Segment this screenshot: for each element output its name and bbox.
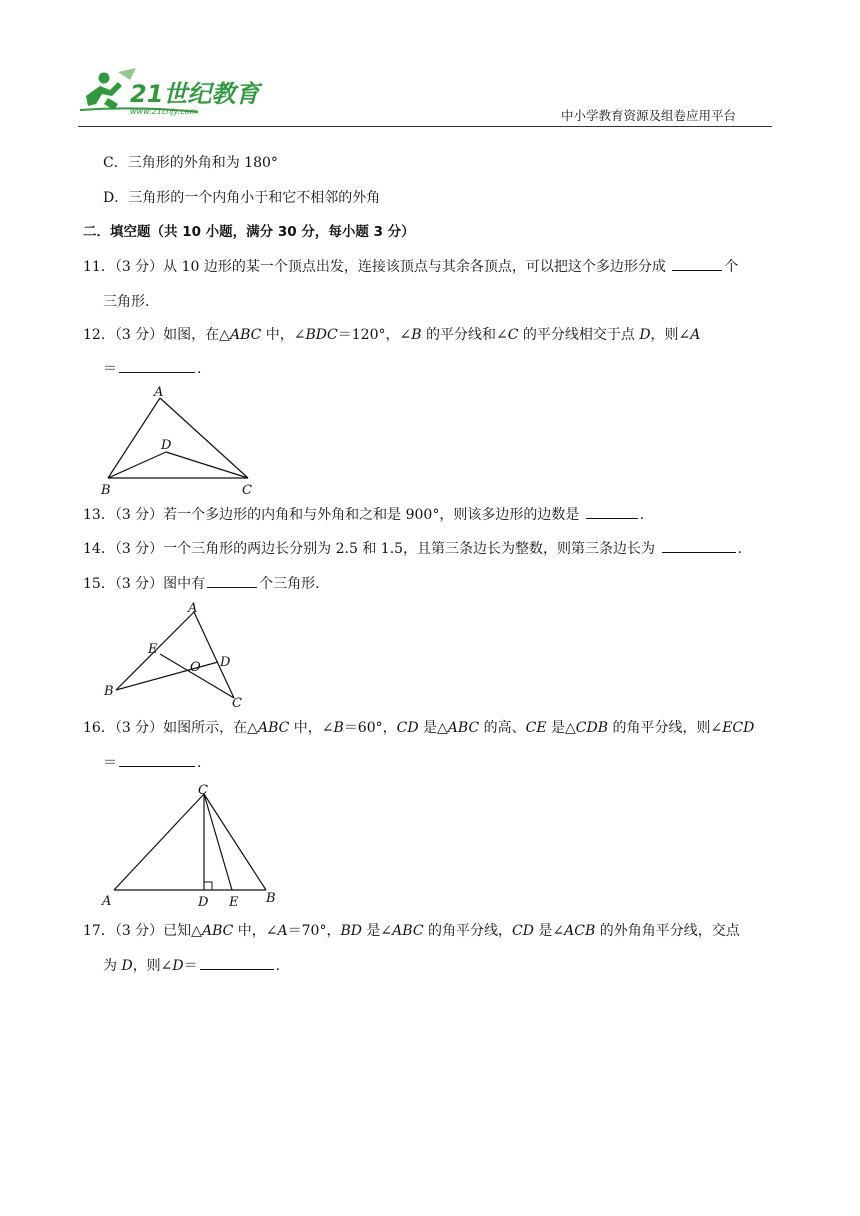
option-c: C．三角形的外角和为 180°	[103, 155, 278, 171]
q16-part: 是△	[418, 720, 448, 736]
q15-end: 个三角形.	[259, 576, 320, 592]
logo-wordmark: 21世纪教育	[130, 80, 260, 108]
q16-var: ABC	[447, 720, 480, 736]
q12-part: ＝120°，∠	[337, 327, 412, 343]
fig12-label-b: B	[101, 483, 111, 498]
q12-var: D	[639, 327, 651, 343]
q17-part: 的角平分线，	[423, 923, 512, 939]
q17-var: A	[277, 923, 288, 939]
q12-part: 的平分线和∠	[421, 327, 508, 343]
q16-var: CD	[396, 720, 419, 736]
q17-line2	[103, 955, 280, 976]
q16-line2	[103, 752, 201, 773]
q15-start: 15．（3 分）图中有	[83, 576, 206, 592]
q15-blank[interactable]	[207, 573, 257, 588]
q12-part: ，则∠	[650, 327, 691, 343]
option-d: D．三角形的一个内角小于和它不相邻的外角	[103, 190, 381, 206]
fig15-label-a: A	[188, 601, 198, 616]
q16-part: 中，∠	[289, 720, 334, 736]
q13-text: 13．（3 分）若一个多边形的内角和与外角和之和是 900°，则该多边形的边数是	[83, 507, 580, 523]
q12-part: 12．（3 分）如图，在△	[83, 327, 230, 343]
figure-12-triangle	[98, 382, 268, 500]
q16-var: B	[333, 720, 344, 736]
q14-text: 14．（3 分）一个三角形的两边长分别为 2.5 和 1.5，且第三条边长为整数，则第三条边长为	[83, 541, 656, 557]
header-divider	[78, 126, 772, 127]
q17-end: .	[275, 958, 281, 974]
q14-end: .	[737, 541, 742, 557]
q17-part: 为	[103, 958, 122, 974]
q12-var: C	[507, 327, 519, 343]
fig16-label-d: D	[198, 895, 209, 910]
figure-16-triangle	[98, 780, 288, 910]
fig16-label-a: A	[102, 894, 112, 909]
q17-eq: ＝	[183, 958, 198, 974]
fig16-label-e: E	[229, 895, 239, 910]
section-title: 二．填空题（共 10 小题，满分 30 分，每小题 3 分）	[83, 224, 415, 240]
question-11	[83, 256, 738, 277]
q14-blank[interactable]	[662, 538, 736, 553]
q12-var: ABC	[229, 327, 262, 343]
q12-var: BDC	[305, 327, 338, 343]
question-15	[83, 573, 320, 594]
q17-var: CD	[512, 923, 534, 939]
site-logo	[78, 66, 268, 116]
q16-part: 16．（3 分）如图所示，在△	[83, 720, 258, 736]
q16-part: ＝60°，	[343, 720, 397, 736]
q16-part: 的角平分线，则∠	[608, 720, 723, 736]
fig12-label-c: C	[242, 483, 252, 498]
fig15-label-c: C	[232, 696, 242, 710]
q16-eq: ＝	[103, 755, 117, 771]
q17-var: ACB	[564, 923, 596, 939]
q17-var: ABC	[392, 923, 424, 939]
q11-line2: 三角形.	[103, 294, 150, 310]
q16-var: ECD	[722, 720, 755, 736]
q17-var: ABC	[201, 923, 234, 939]
q17-var: D	[172, 958, 184, 974]
question-14	[83, 538, 742, 559]
question-12	[83, 325, 700, 345]
q12-var: A	[690, 327, 701, 343]
q17-part: ＝70°，	[287, 923, 341, 939]
q12-blank[interactable]	[119, 358, 195, 373]
page-header	[78, 62, 772, 128]
q16-var: CE	[525, 720, 547, 736]
q17-part: 17．（3 分）已知△	[83, 923, 202, 939]
q12-part: 中，∠	[261, 327, 306, 343]
q12-var: B	[411, 327, 422, 343]
logo-url: www.21cnjy.com	[130, 107, 198, 116]
platform-name: 中小学教育资源及组卷应用平台	[560, 108, 736, 123]
q17-part: 的外角角平分线，交点	[595, 923, 740, 939]
q12-line2	[103, 358, 201, 379]
question-17	[83, 921, 740, 941]
q13-end: .	[639, 507, 645, 523]
fig16-label-b: B	[266, 891, 276, 906]
q16-blank[interactable]	[119, 752, 195, 767]
q12-eq: ＝	[103, 361, 117, 377]
q11-text: 11．（3 分）从 10 边形的某一个顶点出发，连接该顶点与其余各顶点，可以把这个多边形分成	[83, 259, 666, 275]
fig15-label-o: O	[190, 660, 201, 675]
q17-var: D	[121, 958, 133, 974]
fig15-label-e: E	[148, 642, 158, 657]
question-13	[83, 504, 644, 525]
figure-15-triangle	[98, 598, 258, 710]
q17-part: ，则∠	[132, 958, 173, 974]
q16-part: 的高、	[479, 720, 526, 736]
fig16-label-c: C	[198, 783, 208, 798]
q13-blank[interactable]	[586, 504, 638, 519]
q16-part: 是△	[546, 720, 576, 736]
q16-var: CDB	[575, 720, 609, 736]
q17-part: 中，∠	[233, 923, 278, 939]
q16-var: ABC	[257, 720, 290, 736]
question-16	[83, 718, 754, 738]
q17-part: 是∠	[361, 923, 393, 939]
q17-part: 是∠	[533, 923, 565, 939]
q11-end: 个	[724, 259, 739, 275]
fig15-label-b: B	[104, 684, 114, 699]
q17-var: BD	[340, 923, 362, 939]
fig12-label-a: A	[154, 385, 164, 400]
fig15-label-d: D	[220, 655, 231, 670]
q12-end: .	[197, 361, 202, 377]
fig12-label-d: D	[161, 438, 172, 453]
q11-blank[interactable]	[672, 256, 722, 271]
q17-blank[interactable]	[200, 955, 274, 970]
q12-part: 的平分线相交于点	[518, 327, 640, 343]
q16-end: .	[197, 755, 202, 771]
